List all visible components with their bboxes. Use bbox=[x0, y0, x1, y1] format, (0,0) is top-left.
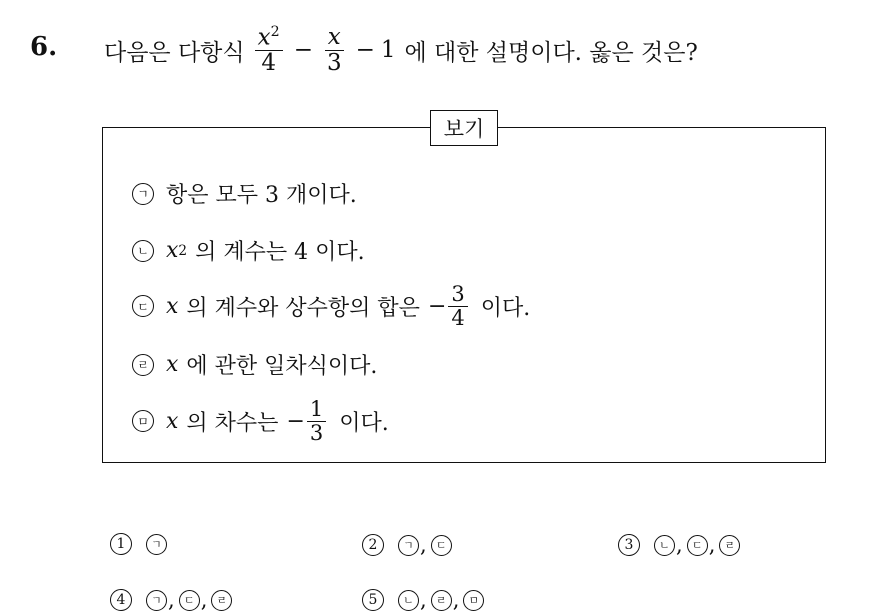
choice-4[interactable] bbox=[110, 588, 232, 612]
fraction-numerator: 1 bbox=[307, 398, 326, 421]
comma: , bbox=[420, 588, 427, 612]
fraction-denominator: 3 bbox=[309, 420, 324, 445]
comma: , bbox=[200, 588, 208, 612]
stem-suffix: 에 대한 설명이다. 옳은 것은? bbox=[404, 39, 698, 66]
choice-marker: ㄴ bbox=[654, 535, 675, 556]
comma: , bbox=[676, 533, 683, 557]
statement-text-after: 이다. bbox=[480, 295, 531, 321]
variable-x: x bbox=[166, 408, 179, 434]
exponent: 2 bbox=[178, 242, 188, 259]
fraction-numerator: $x^2$ bbox=[255, 25, 283, 51]
choice-marker: ㄷ bbox=[431, 535, 452, 556]
stem-prefix: 다음은 다항식 bbox=[104, 39, 245, 66]
comma: , bbox=[168, 588, 175, 612]
constant-term: 1 bbox=[380, 37, 396, 63]
statement-text: 의 계수와 상수항의 합은 bbox=[186, 295, 420, 321]
choice-2[interactable] bbox=[362, 533, 452, 557]
choice-marker: ㄱ bbox=[146, 590, 167, 611]
choice-marker: ㄹ bbox=[719, 535, 740, 556]
variable-x: x bbox=[166, 352, 179, 377]
fraction-numerator: 3 bbox=[448, 283, 467, 306]
marker-nieun: ㄴ bbox=[132, 240, 154, 262]
choice-5[interactable] bbox=[362, 588, 484, 612]
choice-number: 5 bbox=[362, 589, 384, 611]
choice-number: 1 bbox=[110, 533, 132, 555]
fraction-denominator: 4 bbox=[451, 305, 465, 330]
question-stem bbox=[104, 20, 698, 80]
choice-number: 2 bbox=[362, 534, 384, 556]
comma: , bbox=[708, 533, 716, 557]
choice-number: 4 bbox=[110, 589, 132, 611]
marker-digeut: ㄷ bbox=[132, 295, 154, 317]
statement-text: 에 관한 일차식이다. bbox=[186, 354, 378, 379]
minus-sign: − bbox=[286, 408, 305, 434]
statement-2 bbox=[132, 235, 365, 266]
variable-x: x bbox=[166, 293, 179, 319]
fraction-numerator: x bbox=[325, 25, 344, 50]
marker-rieul: ㄹ bbox=[132, 354, 154, 376]
minus-sign: − bbox=[427, 293, 447, 319]
choice-number: 3 bbox=[618, 534, 640, 556]
minus-sign: − bbox=[293, 37, 313, 63]
question-number: 6. bbox=[30, 32, 58, 62]
marker-giyeok: ㄱ bbox=[132, 183, 154, 205]
comma: , bbox=[420, 533, 427, 557]
choice-1[interactable] bbox=[110, 533, 167, 555]
fraction-denominator: 3 bbox=[326, 49, 342, 76]
choice-marker: ㄴ bbox=[398, 590, 419, 611]
fraction-x-squared-over-4 bbox=[255, 25, 283, 75]
statement-text-after: 이다. bbox=[339, 410, 389, 436]
marker-mieum: ㅁ bbox=[132, 410, 154, 432]
choice-marker: ㄱ bbox=[398, 535, 419, 556]
choice-marker: ㄹ bbox=[431, 590, 452, 611]
example-box-title: 보기 bbox=[430, 110, 498, 146]
fraction-1-over-3 bbox=[307, 398, 326, 443]
statement-1 bbox=[132, 178, 357, 209]
statement-3 bbox=[132, 275, 530, 337]
comma: , bbox=[452, 588, 460, 612]
fraction-x-over-3 bbox=[324, 25, 345, 74]
fraction-3-over-4 bbox=[448, 283, 467, 328]
choice-marker: ㄷ bbox=[179, 590, 200, 611]
statement-text: 항은 모두 3 개이다. bbox=[166, 183, 357, 208]
choice-marker: ㅁ bbox=[463, 590, 484, 611]
minus-sign: − bbox=[355, 37, 375, 63]
statement-text: 의 차수는 bbox=[186, 410, 279, 436]
choice-marker: ㄱ bbox=[146, 534, 167, 555]
variable-x: x bbox=[166, 238, 179, 263]
statement-5 bbox=[132, 390, 389, 452]
choice-3[interactable] bbox=[618, 533, 740, 557]
choice-marker: ㄹ bbox=[211, 590, 232, 611]
fraction-denominator: 4 bbox=[261, 49, 276, 76]
choice-marker: ㄷ bbox=[687, 535, 708, 556]
statement-4 bbox=[132, 349, 377, 380]
statement-text: 의 계수는 4 이다. bbox=[195, 240, 365, 265]
